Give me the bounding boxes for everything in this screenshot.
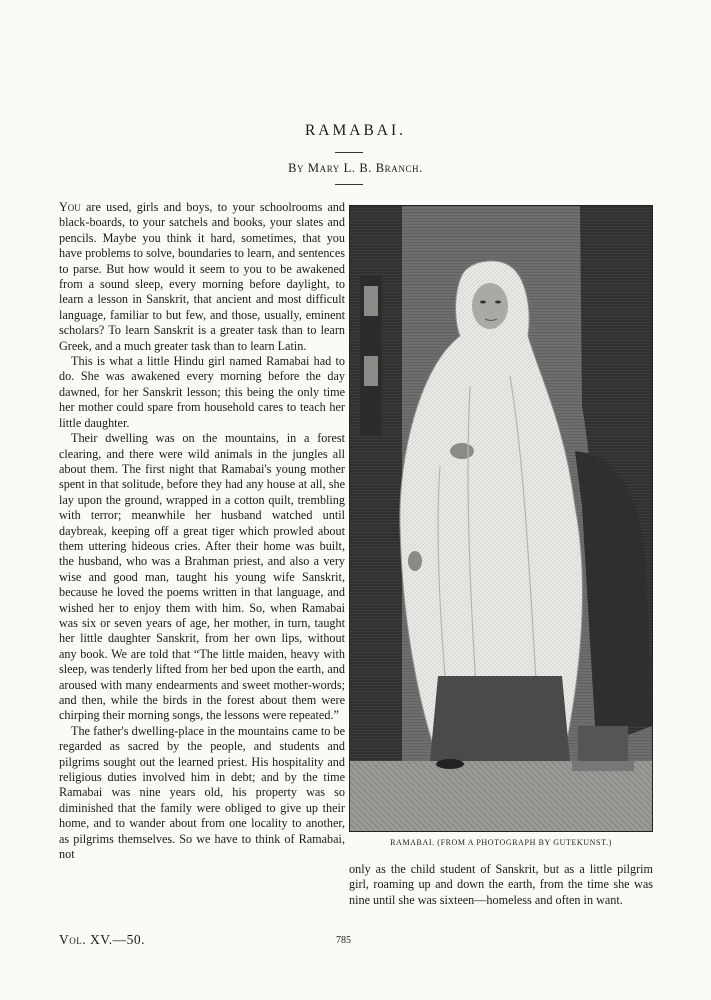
- left-column: [59, 200, 345, 862]
- article-title: RAMABAI.: [304, 122, 407, 139]
- byline-divider: [335, 184, 363, 185]
- paragraph-3: Their dwelling was on the mountains, in a forest clearing, and there were wild animals in the jungles all about them. The first night that Ramabai's young mother spent in that solitude, before they had any house at all, she lay upon the ground, wrapped in a cotton quilt, trembling with terror; meanwhile her husband watched until daybreak, keeping off a great tiger which prowled about them uttering hideous cries. After their home was built, the husband, who was a Brahman priest, and also a very wise and good man, taught his young wife Sanskrit, because he loved the poems written in that language, and wished her to enjoy them with him. So, when Ramabai was six or seven years of age, her mother, in turn, taught her little daughter Sanskrit, from her own lips, without any book. We are told that “The little maiden, heavy with sleep, was tenderly lifted from her bed upon the earth, and aroused with many endearments and sweet mother-words; and then, while the birds in the forest about them were chirping their morning songs, the lessons were repeated.”: [59, 431, 345, 723]
- right-column-paragraph: only as the child student of Sanskrit, but as a little pilgrim girl, roaming up and down the earth, from the time she was nine until she was sixteen—homeless and often in want.: [349, 862, 653, 907]
- page-number: 785: [336, 935, 351, 946]
- figure-caption: RAMABAI. (FROM A PHOTOGRAPH BY GUTEKUNST.): [390, 838, 612, 847]
- paragraph-4: The father's dwelling-place in the mountains came to be regarded as sacred by the people, and students and pilgrims sought out the learned priest. His hospitality and religious duties involved him in debt; and by the time Ramabai was nine years old, his property was so diminished that the family were obliged to give up their home, and to wander about from one locality to another, as pilgrims themselves. So we have to think of Ramabai, not: [59, 723, 345, 862]
- title-divider: [335, 152, 363, 153]
- portrait-illustration: [350, 206, 652, 831]
- volume-footer: Vol. XV.—50.: [59, 932, 146, 947]
- portrait-engraving: [349, 205, 653, 832]
- lead-word: You: [59, 200, 81, 214]
- paragraph-1-text: are used, girls and boys, to your schoolrooms and black-boards, to your satchels and books, your slates and pencils. Maybe you think it hard, sometimes, that you have problems to solve, boundaries to learn, and sentences to parse. But how would it seem to you to be awakened from a sound sleep, every morning before daylight, to learn a lesson in Sanskrit, that ancient and most difficult language, familiar to but few, and those, usually, eminent scholars? To learn Sanskrit is a greater task than to learn Greek, and a much greater task than to learn Latin.: [59, 200, 345, 353]
- right-column: [349, 862, 653, 908]
- paragraph-1: [59, 200, 345, 354]
- article-byline: By Mary L. B. Branch.: [288, 161, 423, 175]
- paragraph-2: This is what a little Hindu girl named Ramabai had to do. She was awakened every morning before the day dawned, for her Sanskrit lesson; this being the only time her mother could spare from household cares to teach her little daughter.: [59, 354, 345, 430]
